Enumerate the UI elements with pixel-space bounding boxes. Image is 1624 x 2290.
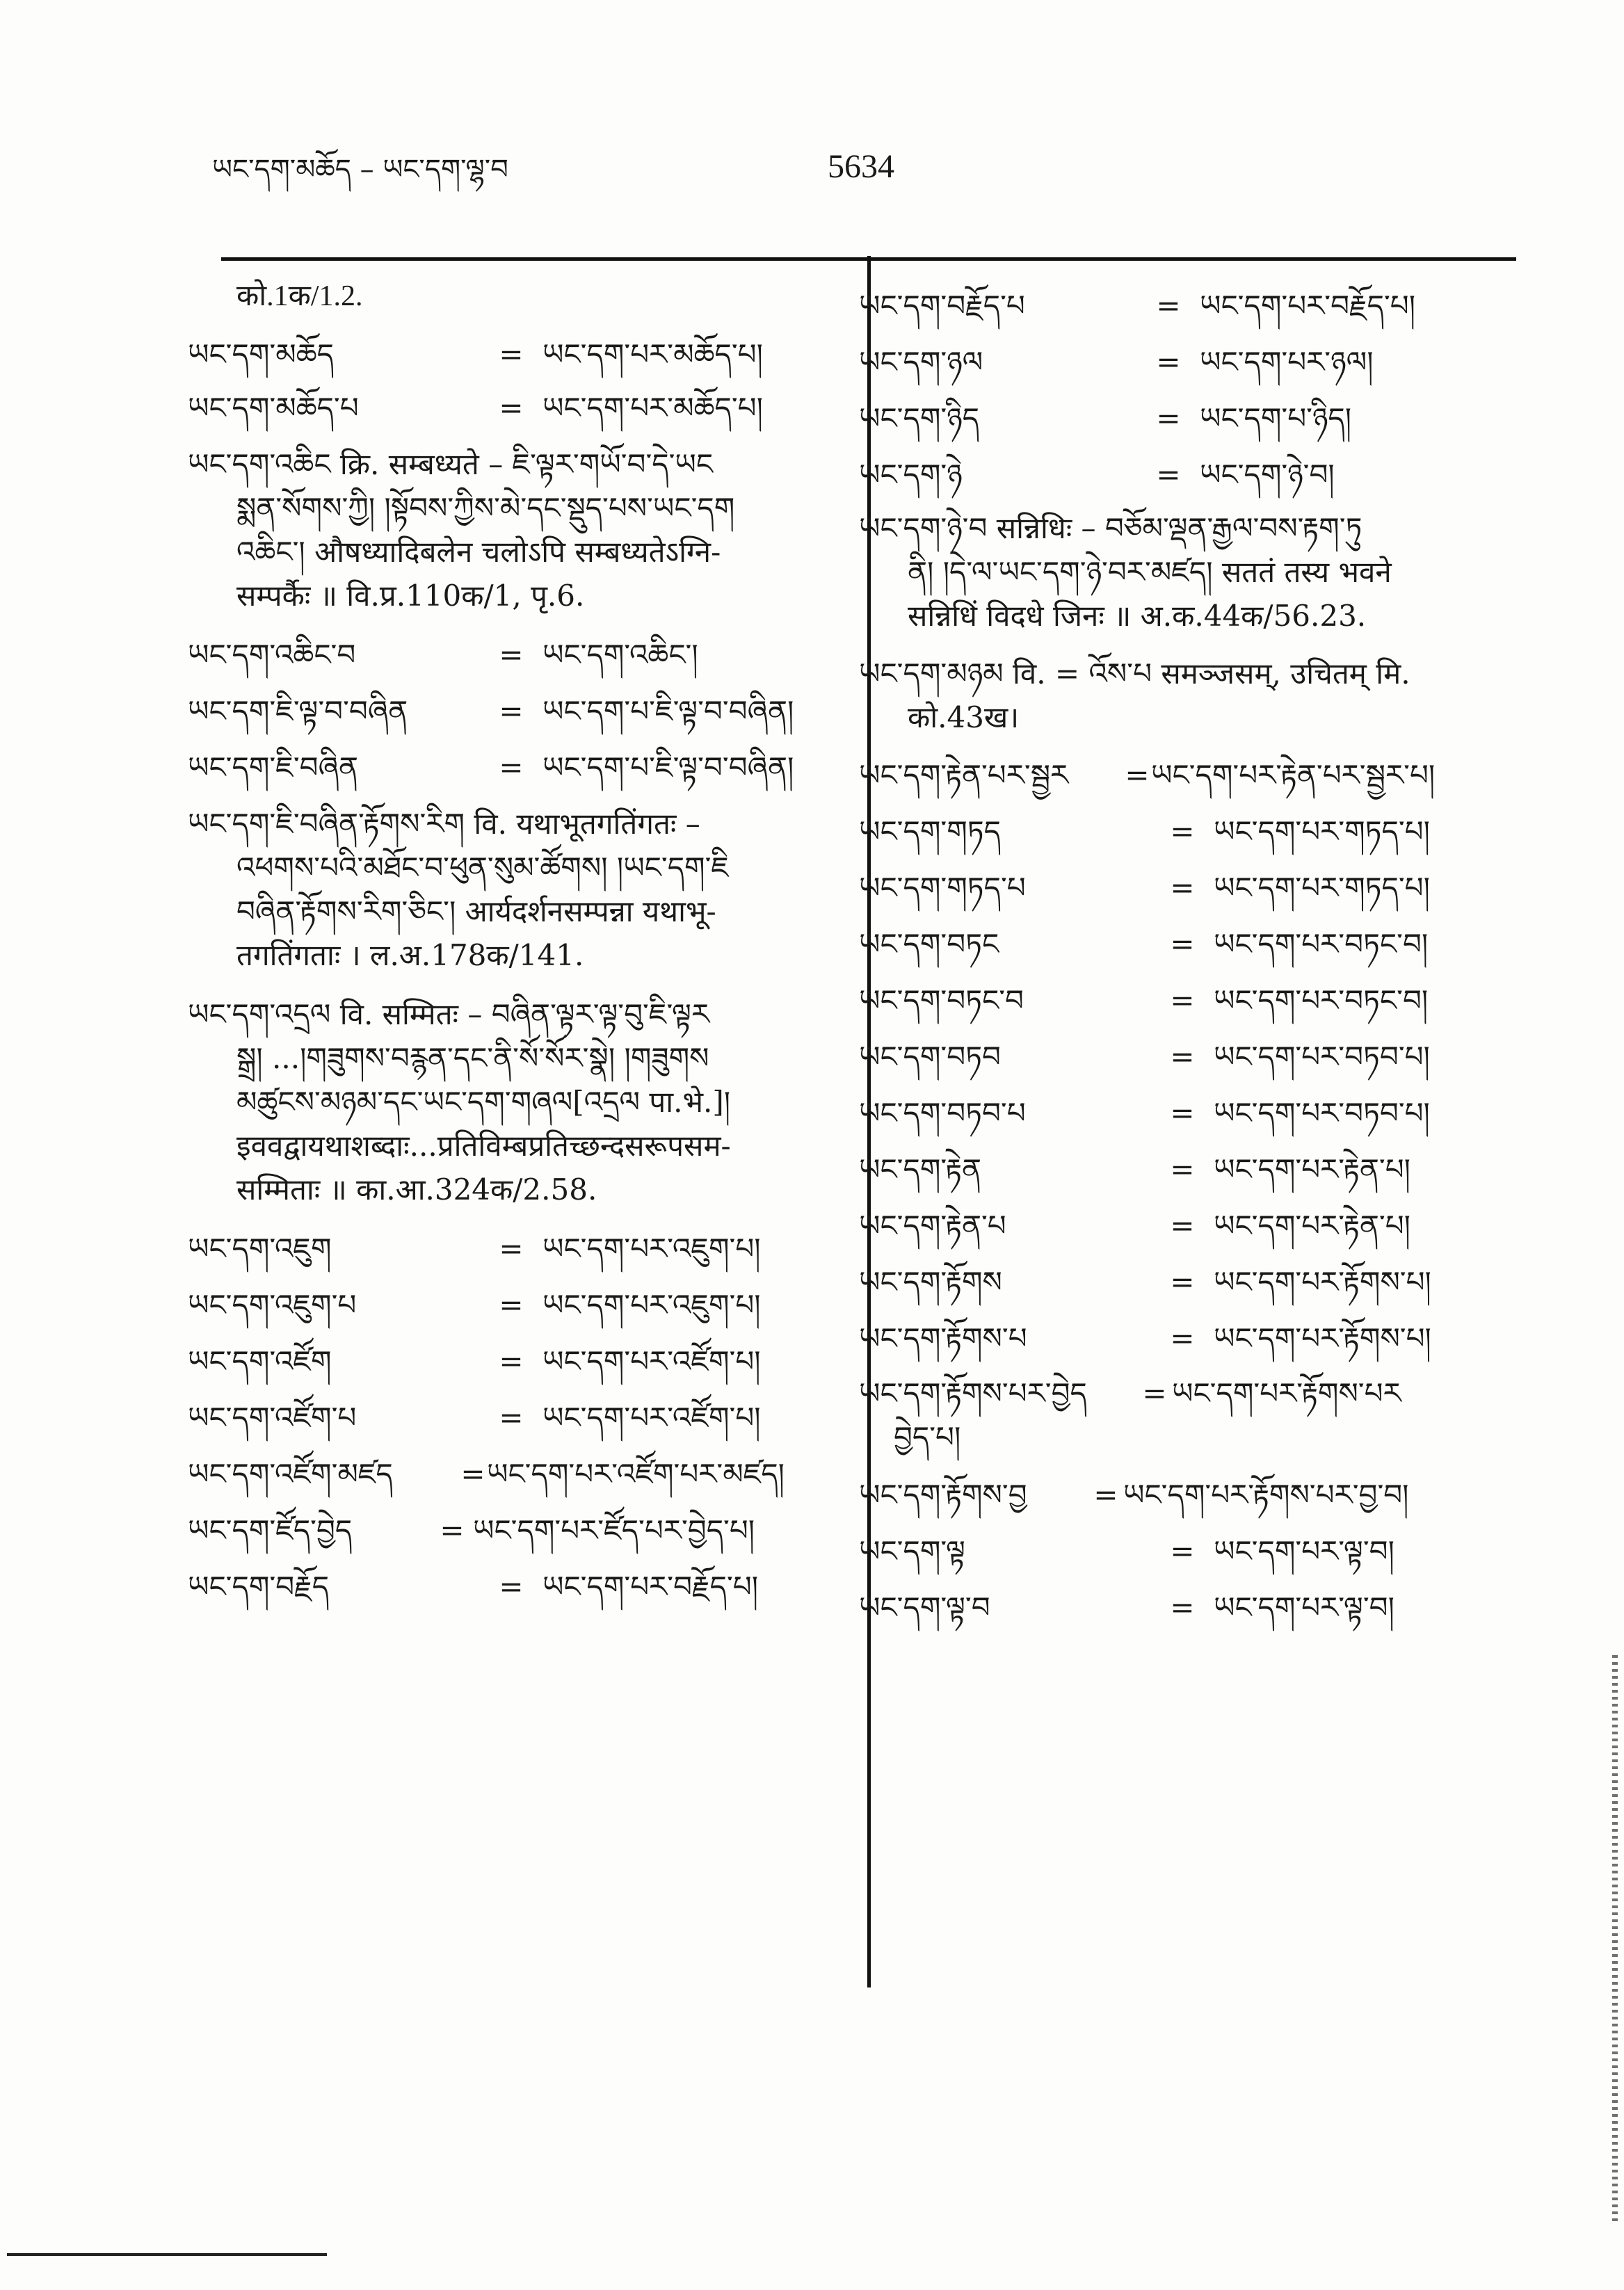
dictionary-entry bbox=[859, 1473, 1499, 1517]
reference-line: को.1क/1.2. bbox=[236, 280, 363, 312]
headword: ཡང་དག་འཇུག bbox=[188, 1232, 332, 1266]
equals-sign: = bbox=[499, 391, 524, 425]
dictionary-entry-paragraph bbox=[188, 992, 814, 1211]
dictionary-entry bbox=[859, 1035, 1499, 1079]
headword: ཡང་དག་ལྟ་བ bbox=[859, 1590, 990, 1624]
definition: ཡང་དག་པར་མཆོད་པ། bbox=[542, 391, 763, 425]
entry-line: को.43ख। bbox=[908, 700, 1020, 734]
headword: ཡང་དག་འཇུག་པ bbox=[188, 1288, 357, 1322]
equals-sign: = bbox=[1170, 1096, 1195, 1130]
dictionary-entry bbox=[859, 1204, 1499, 1248]
definition: ཡང་དག་པར་ཛོད་པར་བྱེད་པ། bbox=[473, 1513, 755, 1547]
bottom-rule bbox=[7, 2253, 327, 2256]
definition: ཡང་དག་པར་གཏད་པ། bbox=[1214, 871, 1430, 905]
entry-line: ཡང་དག་ཉེ་བ सन्निधिः – བཅོམ་ལྡན་རྒྱལ་བས་རྟག་ཏུ bbox=[859, 511, 1362, 545]
equals-sign: = bbox=[499, 750, 524, 784]
entry-line: སྨན་སོགས་ཀྱི། །སྟོབས་ཀྱིས་མེ་དང་སྡུད་པས་ཡང་དག bbox=[236, 491, 735, 525]
dictionary-entry bbox=[859, 809, 1499, 853]
definition: ཡང་དག་པར་འཇུག་པ། bbox=[542, 1232, 761, 1266]
entry-line: ནི། །དེ་ལ་ཡང་དག་ཉེ་བར་མཛད། सततं तस्य भवने bbox=[908, 555, 1392, 589]
definition: ཡང་དག་པར་ཉལ། bbox=[1200, 345, 1374, 379]
entry-line: མཚུངས་མཉམ་དང་ཡང་དག་གཞལ[འདྲལ पा.भे.]། bbox=[236, 1085, 731, 1119]
definition: ཡང་དག་པར་བཏབ་པ། bbox=[1214, 1096, 1430, 1130]
equals-sign: = bbox=[499, 1401, 524, 1435]
headword: ཡང་དག་འཆིང་བ bbox=[188, 638, 356, 672]
definition: ཡང་དག་པར་ལྟ་བ། bbox=[1214, 1590, 1394, 1624]
headword: ཡང་དག་རྟེན་པར་སྦྱར bbox=[859, 758, 1069, 792]
page-number: 5634 bbox=[828, 148, 894, 185]
definition: ཡང་དག་ཉེ་བ། bbox=[1200, 458, 1335, 492]
entry-line: सम्मिताः ॥ का.आ.324क/2.58. bbox=[236, 1172, 597, 1207]
dictionary-entry bbox=[859, 1260, 1499, 1304]
equals-sign: = bbox=[1170, 814, 1195, 848]
headword: ཡང་དག་གཏད་པ bbox=[859, 871, 1026, 905]
definition: ཡང་དག་པར་མཆོད་པ། bbox=[542, 337, 763, 371]
equals-sign: = bbox=[1170, 1152, 1195, 1186]
definition: ཡང་དག་པར་བརྗོད་པ། bbox=[1200, 289, 1416, 323]
equals-sign: = bbox=[499, 638, 524, 672]
definition: ཡང་དག་པ་ཇི་ལྟ་བ་བཞིན། bbox=[542, 694, 794, 728]
page-header-range: ཡང་དག་མཆོད – ཡང་དག་ལྷ་བ bbox=[212, 154, 508, 186]
dictionary-entry bbox=[859, 396, 1499, 440]
definition: ཡང་དག་པར་རྟེན་པ། bbox=[1214, 1209, 1410, 1243]
equals-sign: = bbox=[499, 1344, 524, 1378]
headword: ཡང་དག་མཆོད bbox=[188, 337, 334, 371]
entry-line: इववद्वायथाशब्दाः...प्रतिविम्बप्रतिच्छन्दसरूपसम- bbox=[236, 1129, 731, 1163]
equals-sign: = bbox=[440, 1513, 465, 1547]
headword: ཡང་དག་བཏབ་པ bbox=[859, 1096, 1026, 1130]
dictionary-entry bbox=[859, 1091, 1499, 1135]
dictionary-entry bbox=[188, 1339, 814, 1383]
dictionary-entry bbox=[859, 922, 1499, 966]
dictionary-entry bbox=[859, 1586, 1499, 1629]
entry-line: བྱེད་པ། bbox=[894, 1420, 961, 1454]
headword: ཡང་དག་རྟོགས་པ bbox=[859, 1321, 1027, 1355]
dictionary-entry bbox=[859, 340, 1499, 384]
dictionary-entry bbox=[188, 689, 814, 733]
equals-sign: = bbox=[1170, 1265, 1195, 1299]
dictionary-entry bbox=[859, 1371, 1499, 1415]
dictionary-entry bbox=[859, 453, 1499, 497]
entry-line: ཡང་དག་མཉམ वि. = འོས་པ समञ्जसम्, उचितम् मि. bbox=[859, 656, 1410, 691]
definition: ཡང་དག་པར་འཛོག་པར་མཛད། bbox=[487, 1457, 785, 1491]
dictionary-entry bbox=[859, 1529, 1499, 1573]
headword: ཡང་དག་ཉེ bbox=[859, 458, 963, 492]
equals-sign: = bbox=[1170, 1321, 1195, 1355]
definition: ཡང་དག་པར་འཇུག་པ། bbox=[542, 1288, 761, 1322]
equals-sign: = bbox=[1170, 983, 1195, 1017]
equals-sign: = bbox=[1170, 871, 1195, 905]
equals-sign: = bbox=[1170, 1590, 1195, 1624]
equals-sign: = bbox=[499, 694, 524, 728]
headword: ཡང་དག་ཉིད bbox=[859, 401, 979, 435]
entry-line: འཆིང༌། औषध्यादिबलेन चलोऽपि सम्बध्यतेऽग्नि- bbox=[236, 535, 721, 569]
dictionary-entry bbox=[188, 1283, 814, 1327]
equals-sign: = bbox=[1156, 401, 1181, 435]
equals-sign: = bbox=[499, 1232, 524, 1266]
dictionary-entry bbox=[859, 1147, 1499, 1191]
dictionary-entry bbox=[188, 332, 814, 376]
headword: ཡང་དག་འཛོག་པ bbox=[188, 1401, 357, 1435]
headword: ཡང་དག་ཉལ bbox=[859, 345, 983, 379]
definition: ཡང་དག་པར་རྟེན་པ། bbox=[1214, 1152, 1410, 1186]
equals-sign: = bbox=[1156, 345, 1181, 379]
definition: ཡང་དག་པ་ཉིད། bbox=[1200, 401, 1352, 435]
equals-sign: = bbox=[1156, 289, 1181, 323]
equals-sign: = bbox=[1170, 1040, 1195, 1074]
dictionary-entry bbox=[859, 1316, 1499, 1360]
headword: ཡང་དག་བཏང bbox=[859, 927, 999, 961]
entry-line: བཞིན་རྟོགས་རིག་ཅིང༌། आर्यदर्शनसम्पन्ना यथाभू- bbox=[236, 894, 716, 928]
definition: ཡང་དག་པར་ལྟ་བ། bbox=[1214, 1534, 1394, 1568]
equals-sign: = bbox=[460, 1457, 485, 1491]
dictionary-entry bbox=[859, 753, 1499, 797]
equals-sign: = bbox=[1142, 1376, 1167, 1410]
headword: ཡང་དག་མཆོད་པ bbox=[188, 391, 359, 425]
equals-sign: = bbox=[1170, 1209, 1195, 1243]
headword: ཡང་དག་ལྟ bbox=[859, 1534, 965, 1568]
headword: ཡང་དག་འཛོག bbox=[188, 1344, 332, 1378]
definition: ཡང་དག་པར་རྟེན་པར་སྦྱར་པ། bbox=[1151, 758, 1436, 792]
headword: ཡང་དག་རྟོགས bbox=[859, 1265, 1002, 1299]
equals-sign: = bbox=[1125, 758, 1150, 792]
dictionary-entry-paragraph bbox=[188, 442, 814, 618]
definition: ཡང་དག་པར་རྟོགས་པར bbox=[1172, 1376, 1401, 1410]
dictionary-entry bbox=[188, 1508, 814, 1552]
headword: ཡང་དག་གཏད bbox=[859, 814, 1001, 848]
equals-sign: = bbox=[1170, 1534, 1195, 1568]
headword: ཡང་དག་རྟོགས་བྱ bbox=[859, 1478, 1027, 1512]
entry-line: सन्निधिं विदधे जिनः ॥ अ.क.44क/56.23. bbox=[908, 599, 1367, 633]
dictionary-entry bbox=[188, 745, 814, 789]
entry-line: तगतिंगताः । ल.अ.178क/141. bbox=[236, 938, 584, 972]
dictionary-entry bbox=[188, 386, 814, 430]
headword: ཡང་དག་བརྗོད་པ bbox=[859, 289, 1025, 323]
definition: ཡང་དག་པར་བརྗོད་པ། bbox=[542, 1570, 759, 1604]
dictionary-entry-paragraph bbox=[859, 506, 1499, 638]
equals-sign: = bbox=[1170, 927, 1195, 961]
definition: ཡང་དག་འཆིང༌། bbox=[542, 638, 698, 672]
equals-sign: = bbox=[1093, 1478, 1118, 1512]
headword: ཡང་དག་ཇི་ལྟ་བ་བཞིན bbox=[188, 694, 408, 728]
definition: ཡང་དག་པ་ཇི་ལྟ་བ་བཞིན། bbox=[542, 750, 794, 784]
definition: ཡང་དག་པར་འཛོག་པ། bbox=[542, 1401, 761, 1435]
definition: ཡང་དག་པར་བཏབ་པ། bbox=[1214, 1040, 1430, 1074]
equals-sign: = bbox=[1156, 458, 1181, 492]
equals-sign: = bbox=[499, 337, 524, 371]
headword: ཡང་དག་འཛོག་མཛད bbox=[188, 1457, 393, 1491]
entry-line: འཕགས་པའི་མཐོང་བ་ཕུན་སུམ་ཚོགས། །ཡང་དག་ཇི bbox=[236, 850, 730, 885]
definition: ཡང་དག་པར་རྟོགས་པ། bbox=[1214, 1265, 1431, 1299]
definition: ཡང་དག་པར་བཏང་བ། bbox=[1214, 983, 1429, 1017]
dictionary-entry-paragraph bbox=[859, 652, 1499, 739]
left-column bbox=[188, 275, 814, 1608]
dictionary-entry bbox=[188, 1227, 814, 1271]
dictionary-entry bbox=[188, 1452, 814, 1496]
dictionary-entry bbox=[859, 866, 1499, 910]
headword: ཡང་དག་རྟེན bbox=[859, 1152, 981, 1186]
equals-sign: = bbox=[499, 1570, 524, 1604]
dictionary-entry-paragraph bbox=[188, 802, 814, 977]
dictionary-entry bbox=[859, 284, 1499, 328]
entry-line: སྒྲ། ...།གཟུགས་བརྙན་དང་ནི་སོ་སོར་སྣེ། །གཟུགས bbox=[236, 1041, 709, 1075]
entry-line: सम्पर्कैः ॥ वि.प्र.110क/1, पृ.6. bbox=[236, 579, 585, 613]
dictionary-entry bbox=[859, 978, 1499, 1022]
headword: ཡང་དག་ཇི་བཞིན bbox=[188, 750, 358, 784]
dictionary-entry bbox=[188, 1396, 814, 1440]
edge-speckle bbox=[1612, 1655, 1618, 2225]
dictionary-entry bbox=[188, 1565, 814, 1608]
definition: ཡང་དག་པར་བཏང་བ། bbox=[1214, 927, 1429, 961]
headword: ཡང་དག་རྟོགས་པར་བྱེད bbox=[859, 1376, 1087, 1410]
right-column bbox=[859, 284, 1499, 1629]
headword: ཡང་དག་བཏབ bbox=[859, 1040, 1001, 1074]
entry-line: ཡང་དག་འཆིང क्रि. सम्बध्यते – ཇི་ལྟར་གཡོ་བ་དེ་ཡང bbox=[188, 447, 714, 481]
definition: ཡང་དག་པར་རྟོགས་པར་བྱ་བ། bbox=[1123, 1478, 1409, 1512]
entry-line: ཡང་དག་འདྲལ वि. सम्मितः – བཞིན་ལྟར་ལྟ་བུ་ཇི་ལྟར bbox=[188, 997, 710, 1031]
dictionary-entry-paragraph bbox=[859, 1371, 1499, 1459]
dictionary-entry bbox=[188, 633, 814, 677]
definition: ཡང་དག་པར་འཛོག་པ། bbox=[542, 1344, 761, 1378]
definition: ཡང་དག་པར་གཏད་པ། bbox=[1214, 814, 1430, 848]
entry-line: ཡང་དག་ཇི་བཞིན་རྟོགས་རིག वि. यथाभूतगतिंगतः – bbox=[188, 807, 700, 841]
definition: ཡང་དག་པར་རྟོགས་པ། bbox=[1214, 1321, 1431, 1355]
headword: ཡང་དག་ཛོད་བྱེད bbox=[188, 1513, 353, 1547]
headword: ཡང་དག་བརྗོད bbox=[188, 1570, 330, 1604]
equals-sign: = bbox=[499, 1288, 524, 1322]
headword: ཡང་དག་བཏང་བ bbox=[859, 983, 1024, 1017]
headword: ཡང་དག་རྟེན་པ bbox=[859, 1209, 1006, 1243]
